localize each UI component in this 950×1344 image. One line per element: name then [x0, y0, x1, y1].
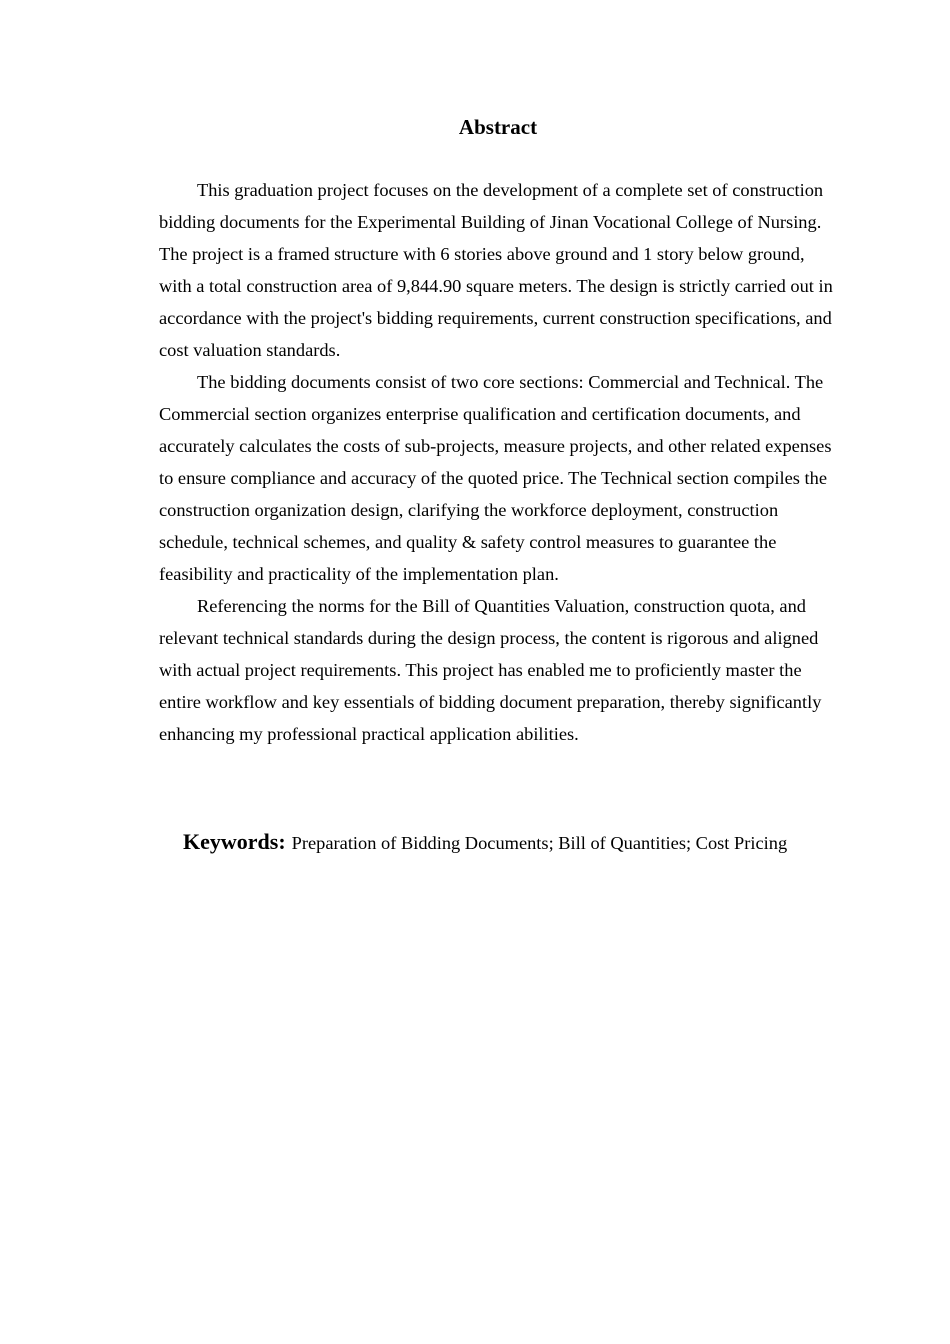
- abstract-paragraph-1: This graduation project focuses on the development of a complete set of construction bidding documents for the Experimental Building of Jinan Vocational College of Nursing. The project is a framed structure with 6 stories above ground and 1 story below ground, with a total construction area of 9,844.90 square meters. The design is strictly carried out in accordance with the project's bidding requirements, current construction specifications, and cost valuation standards.: [159, 180, 833, 360]
- keywords-value: Preparation of Bidding Documents; Bill of Quantities; Cost Pricing: [291, 833, 788, 853]
- keywords-line: [183, 825, 883, 862]
- abstract-paragraph-3: Referencing the norms for the Bill of Quantities Valuation, construction quota, and relevant technical standards during the design process, the content is rigorous and aligned with actual project requirements. This project has enabled me to proficiently master the entire workflow and key essentials of bidding document preparation, thereby significantly enhancing my professional practical application abilities.: [159, 596, 822, 744]
- abstract-body: [159, 174, 839, 750]
- keywords-label: Keywords:: [183, 829, 286, 854]
- abstract-paragraph-2: The bidding documents consist of two core sections: Commercial and Technical. The Commercial section organizes enterprise qualification and certification documents, and accurately calculates the costs of sub-projects, measure projects, and other related expenses to ensure compliance and accuracy of the quoted price. The Technical section compiles the construction organization design, clarifying the workforce deployment, construction schedule, technical schemes, and quality & safety control measures to guarantee the feasibility and practicality of the implementation plan.: [159, 372, 832, 584]
- abstract-title: Abstract: [458, 115, 538, 139]
